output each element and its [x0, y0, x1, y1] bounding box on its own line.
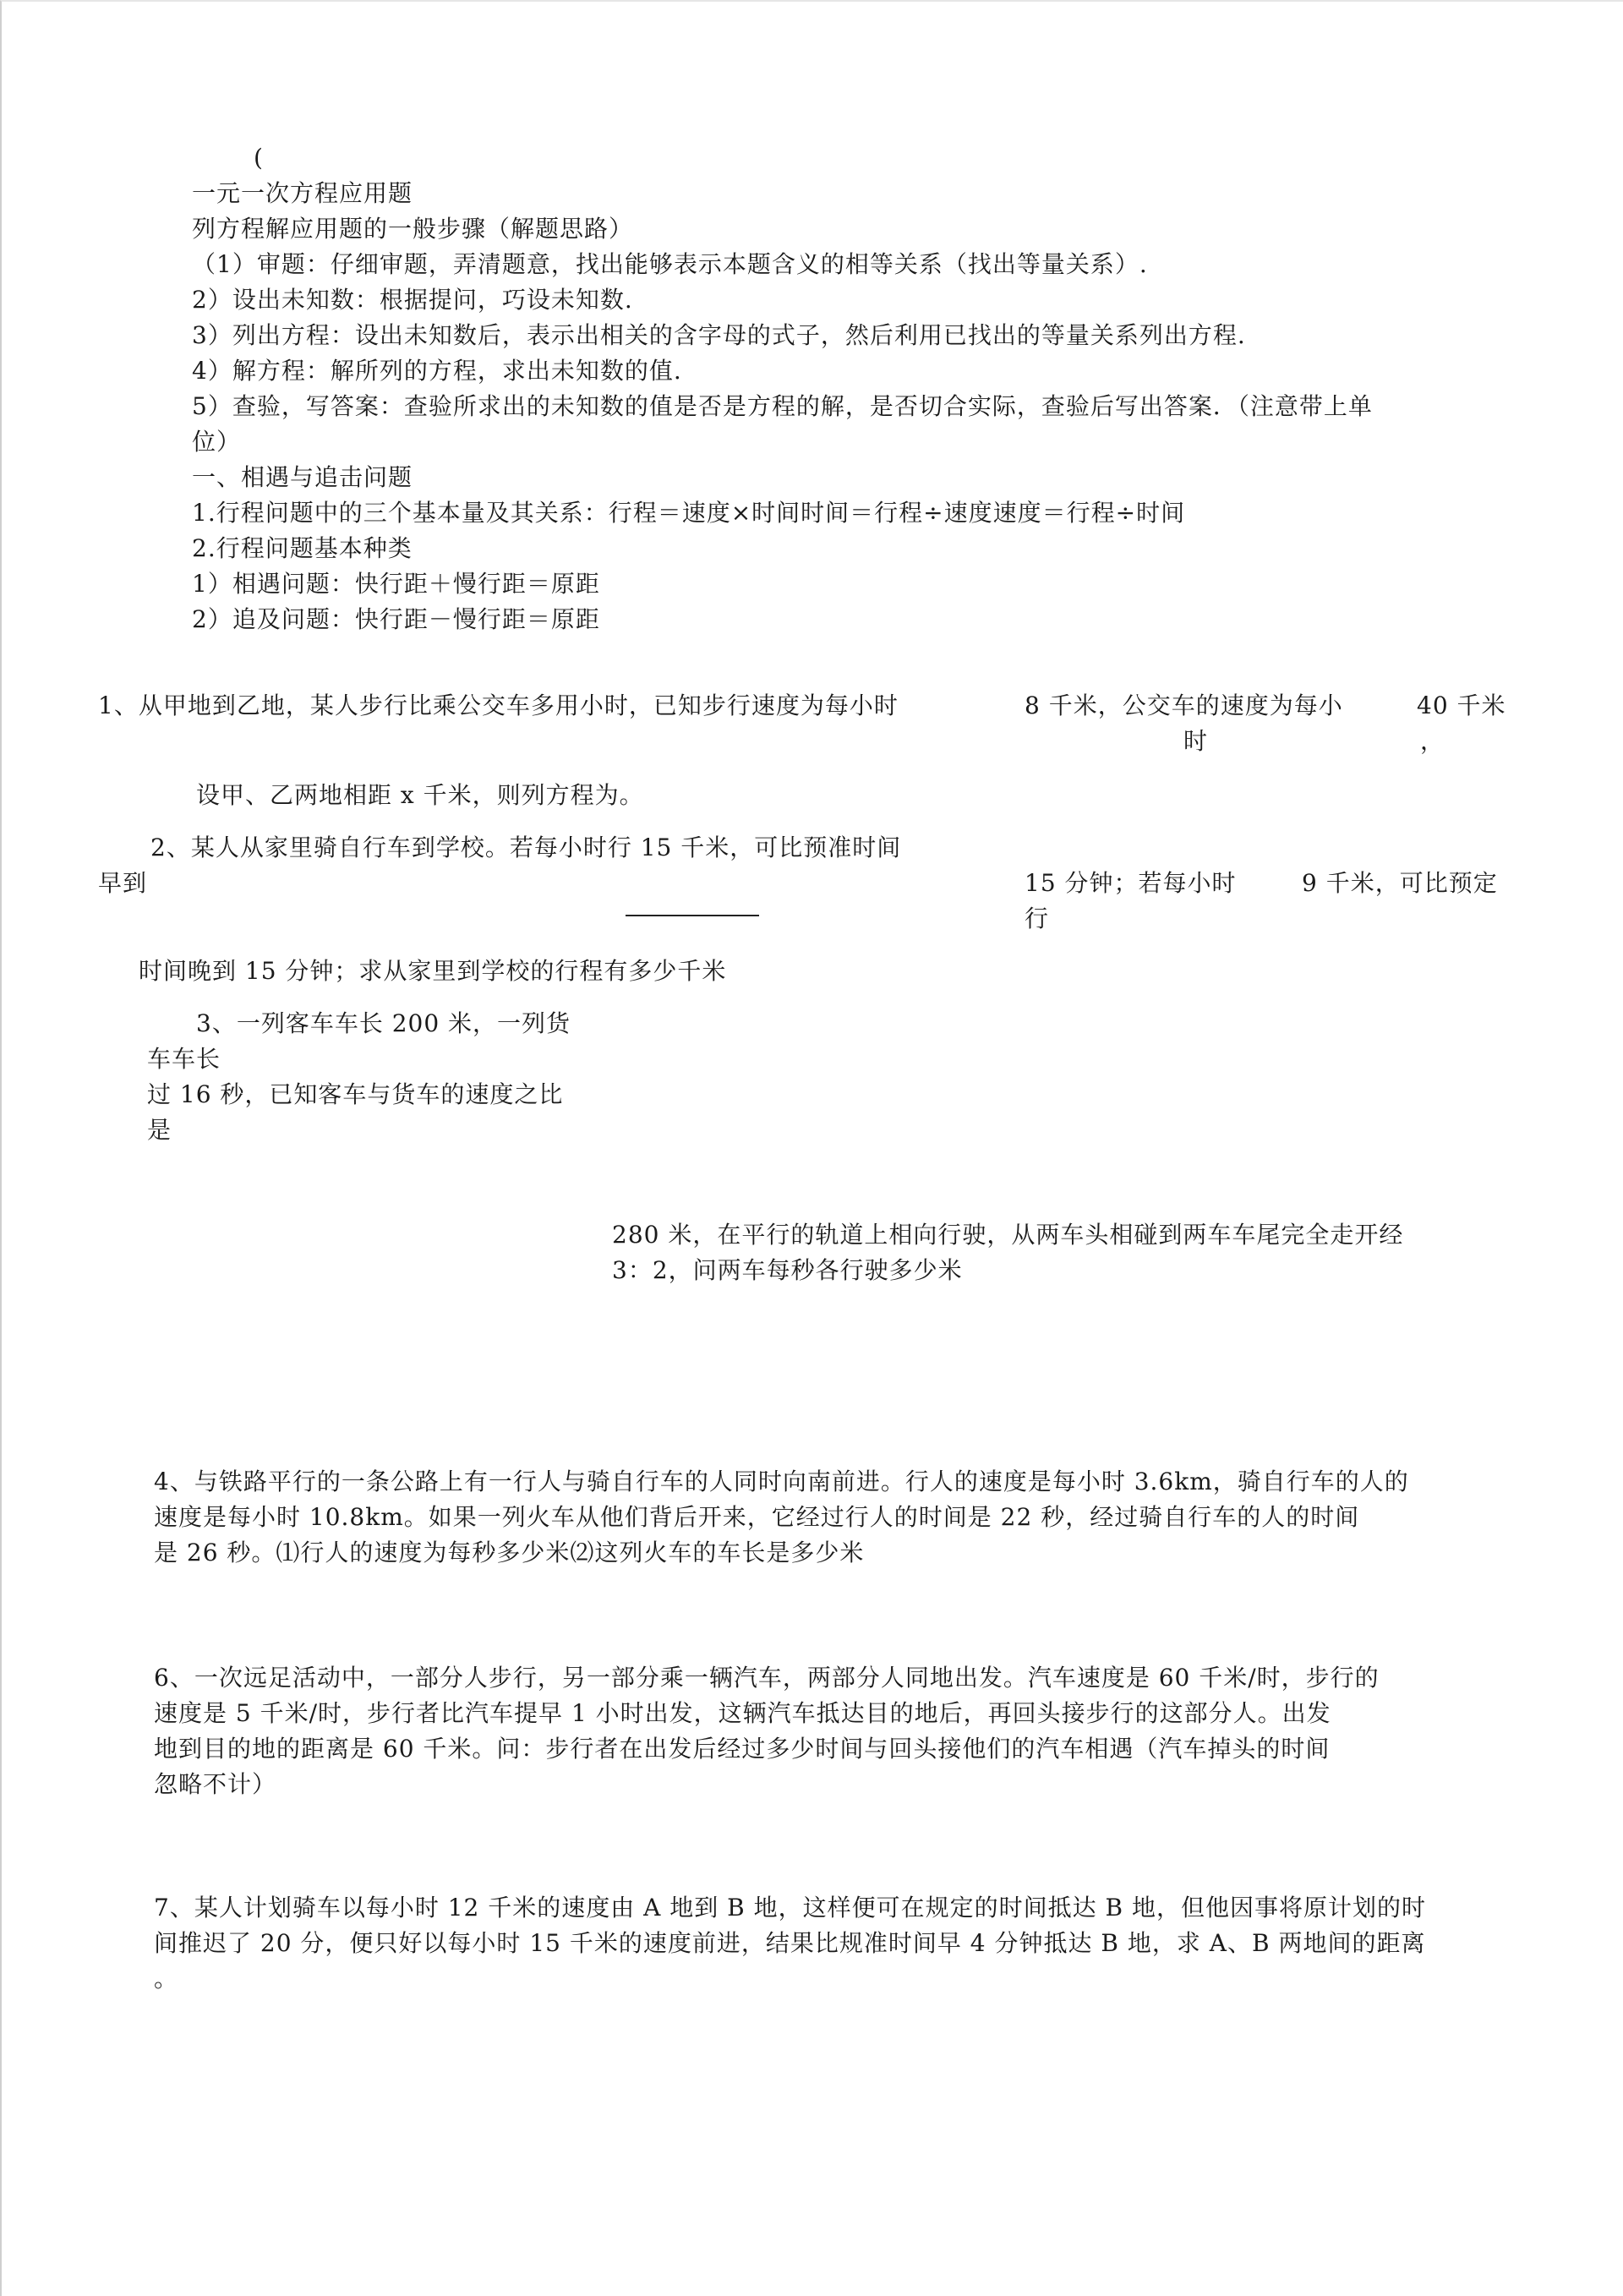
step-4: 4）解方程：解所列的方程，求出未知数的值. [192, 357, 682, 385]
problem-2-late-speed: 9 千米，可比预定 [1302, 869, 1498, 897]
problem-3-text: 3、一列客车车长 200 米，一列货 [196, 1009, 571, 1037]
step-2: 2）设出未知数：根据提问，巧设未知数. [192, 286, 633, 314]
problem-4-line-3: 是 26 秒。⑴行人的速度为每秒多少米⑵这列火车的车长是多少米 [154, 1539, 865, 1566]
problem-1-text: 1、从甲地到乙地，某人步行比乘公交车多用小时，已知步行速度为每小时 [98, 692, 899, 719]
steps-heading: 列方程解应用题的一般步骤（解题思路） [192, 215, 634, 243]
problem-2-text-cont: 早到 [98, 869, 148, 897]
problem-1-bus-speed-cont: 时 [1183, 727, 1209, 755]
step-3: 3）列出方程：设出未知数后，表示出相关的含字母的式子，然后利用已找出的等量关系列出方程. [192, 321, 1246, 349]
doc-title: 一元一次方程应用题 [192, 179, 413, 207]
problem-3-detail: 280 米，在平行的轨道上相向行驶，从两车头相碰到两车车尾完全走开经 [612, 1221, 1404, 1249]
problem-1-value: 40 千米 [1417, 692, 1506, 719]
problem-6-line-4: 忽略不计） [154, 1770, 277, 1798]
step-1: （1）审题：仔细审题，弄清题意，找出能够表示本题含义的相等关系（找出等量关系）. [192, 250, 1148, 278]
problem-6-line-2: 速度是 5 千米/时，步行者比汽车提早 1 小时出发，这辆汽车抵达目的地后，再回头接步行的这部分人。出发 [154, 1699, 1331, 1727]
problem-4-line-1: 4、与铁路平行的一条公路上有一行人与骑自行车的人同时向南前进。行人的速度是每小时 3.6km，骑自行车的人的 [154, 1468, 1409, 1495]
problem-7-line-3: 。 [154, 1965, 179, 1993]
section-title: 一、相遇与追击问题 [192, 463, 413, 491]
problem-6-line-1: 6、一次远足活动中，一部分人步行，另一部分乘一辆汽车，两部分人同地出发。汽车速度是 60 千米/时，步行的 [154, 1664, 1380, 1692]
problem-3-text-cont-2: 过 16 秒，已知客车与货车的速度之比 [147, 1080, 564, 1108]
problem-1-comma: ， [1420, 727, 1445, 755]
header-paren: ( [254, 144, 264, 172]
problem-7-line-1: 7、某人计划骑车以每小时 12 千米的速度由 A 地到 B 地，这样便可在规定的时间抵达 B 地，但他因事将原计划的时 [154, 1894, 1427, 1922]
step-5-line-2: 位） [192, 428, 242, 456]
problem-1-equation-prompt: 设甲、乙两地相距 x 千米，则列方程为。 [196, 781, 644, 809]
problem-2-text: 2、某人从家里骑自行车到学校。若每小时行 15 千米，可比预准时间 [150, 834, 902, 861]
step-5-line-1: 5）查验，写答案：查验所求出的未知数的值是否是方程的解，是否切合实际，查验后写出答案．（注意带上单 [192, 392, 1373, 420]
problem-4-line-2: 速度是每小时 10.8km。如果一列火车从他们背后开来，它经过行人的时间是 22 秒，经过骑自行车的人的时间 [154, 1503, 1360, 1531]
answer-blank-line [626, 915, 759, 916]
problem-3-text-cont: 车车长 [147, 1045, 221, 1073]
problem-1-bus-speed: 8 千米，公交车的速度为每小 [1025, 692, 1343, 719]
problem-2-question: 时间晚到 15 分钟；求从家里到学校的行程有多少千米 [139, 957, 727, 985]
problem-6-line-3: 地到目的地的距离是 60 千米。问：步行者在出发后经过多少时间与回头接他们的汽车相遇（汽车掉头的时间 [154, 1735, 1331, 1763]
problem-2-late-case: 15 分钟；若每小时 [1025, 869, 1237, 897]
meeting-problem-type: 1）相遇问题：快行距＋慢行距＝原距 [192, 570, 600, 598]
chase-problem-type: 2）追及问题：快行距－慢行距＝原距 [192, 605, 600, 633]
problem-2-late-case-cont: 行 [1025, 905, 1050, 932]
problem-3-question: 3：2，问两车每秒各行驶多少米 [612, 1256, 963, 1284]
section-item-1: 1.行程问题中的三个基本量及其关系：行程＝速度×时间时间＝行程÷速度速度＝行程÷时间 [192, 499, 1186, 527]
section-item-2: 2.行程问题基本种类 [192, 534, 413, 562]
problem-3-text-cont-3: 是 [147, 1116, 172, 1144]
problem-7-line-2: 间推迟了 20 分，便只好以每小时 15 千米的速度前进，结果比规准时间早 4 分钟抵达 B 地，求 A、B 两地间的距离 [154, 1929, 1426, 1957]
